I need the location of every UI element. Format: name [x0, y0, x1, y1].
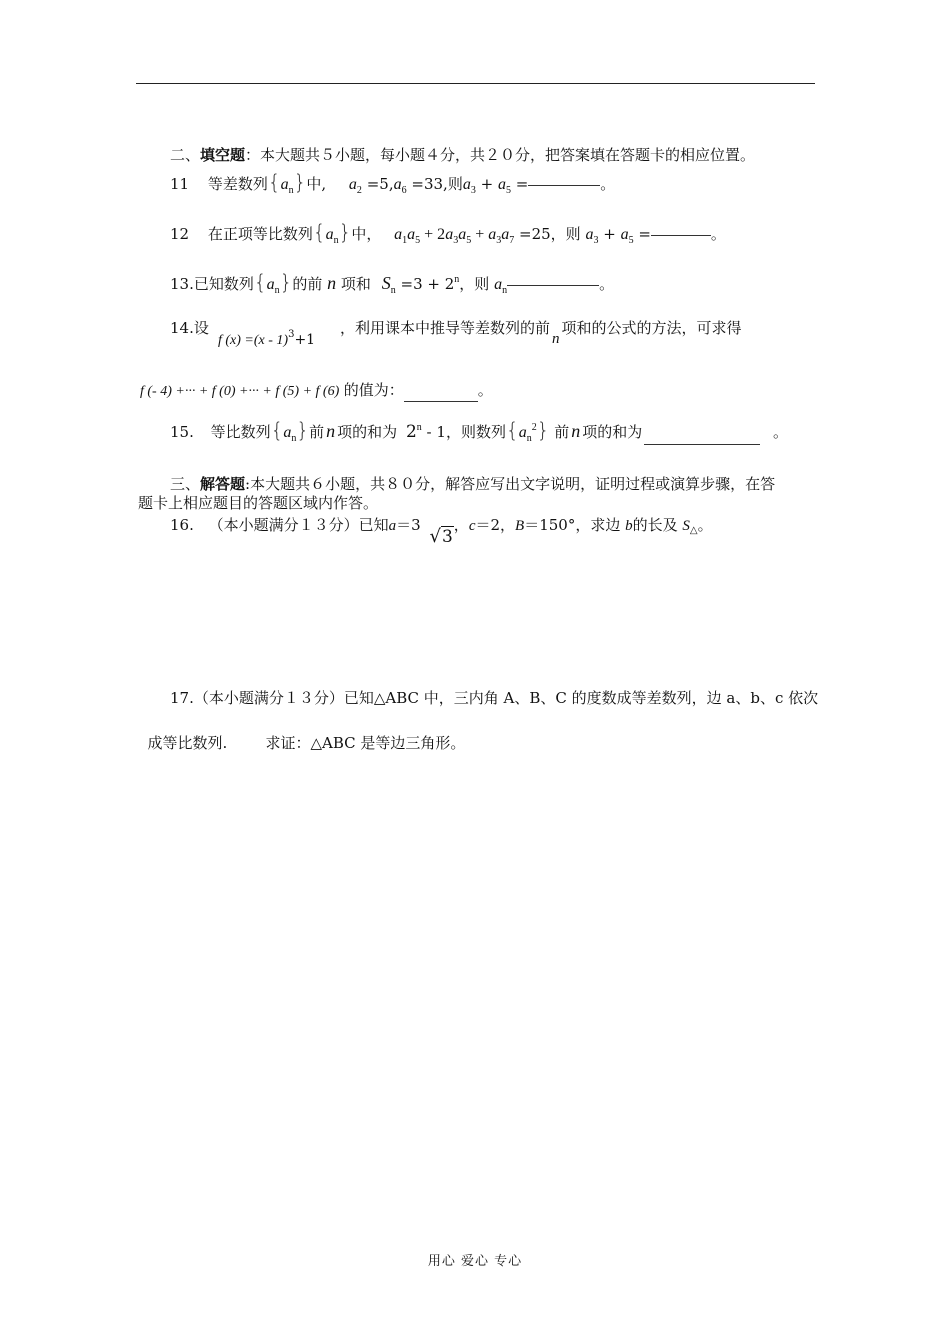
formula-value-2: =33,: [411, 175, 448, 193]
section-2-title: 填空题: [200, 146, 246, 164]
value-a: ＝3: [396, 516, 421, 534]
formula-sum-expression: f (- 4) +··· + f (0) +··· + f (5) + f (6): [140, 384, 340, 399]
variable-a: a: [388, 518, 397, 534]
question-text-sum: 项和: [340, 275, 371, 293]
question-text: 在正项等比数列: [207, 225, 313, 243]
question-11: 11 等差数列$\{a_n\}$中, $a_2 =5,a_6 =33$,则$a_3 + a_5$ = 。: [170, 170, 616, 196]
page-footer: 用心 爱心 专心: [427, 1254, 523, 1269]
question-17-line-1: [170, 688, 818, 708]
question-14-formula: f (x) =(x - 1)$^3$+1: [218, 329, 316, 348]
section-3-label: 三、: [170, 475, 201, 493]
question-text: 等差数列: [207, 175, 268, 193]
formula-function: f (x) =(x - 1): [218, 333, 289, 348]
variable-n: n: [327, 273, 337, 293]
question-tail: 的长及: [632, 516, 678, 534]
formula-base: 2: [405, 422, 417, 442]
subscript-triangle: △: [689, 525, 698, 536]
question-text-mid: 中，: [351, 225, 382, 243]
question-text-mid3: 前: [554, 423, 570, 441]
question-text-mid: 前: [309, 423, 325, 441]
section-2-text: ：本大题共５小题，每小题４分，共２０分，把答案填在答题卡的相应位置。: [245, 146, 756, 164]
question-ask: 的值为：: [343, 381, 404, 399]
section-3-text-2: 题卡上相应题目的答题区域内作答。: [138, 494, 379, 512]
question-text: 设: [193, 319, 209, 337]
question-text-then: ，则: [459, 275, 490, 293]
formula-expression: $a_1a_5 + 2a_3a_5 + a_3a_7$: [394, 226, 515, 246]
question-13: 13.已知数列$\{a_n\}$的前 n 项和 $S_n =3 + 2^n$，则 $a_n$ 。: [170, 270, 615, 296]
answer-blank[interactable]: [651, 234, 711, 236]
formula-a2: $a_2$: [348, 176, 362, 196]
variable-c: c: [468, 518, 476, 534]
question-number: 14.: [170, 319, 194, 337]
question-text-2: ，利用课本中推导等差数列的前: [340, 319, 551, 337]
question-number: 11: [170, 175, 190, 193]
radicand: 3: [441, 527, 453, 547]
formula-value: =3 + 2: [400, 275, 455, 293]
value-B: ＝150°，求边: [524, 516, 621, 534]
question-17-line-2: [138, 713, 465, 753]
answer-blank[interactable]: [507, 284, 599, 286]
section-2-heading: [170, 145, 755, 165]
question-15: 15. 等比数列$\{a_n\}$前 n 项的和为 2$^n$ - 1，则数列$\{a_n^2\}$ 前 n 项的和为 。: [170, 418, 789, 444]
question-text: 17.（本小题满分１３分）已知△ABC 中，三内角 A、B、C 的度数成等差数列，边 a、b、c 依次: [170, 689, 819, 707]
question-14-text: ，利用课本中推导等差数列的前n项和的公式的方法，可求得: [340, 319, 742, 347]
formula-Sn: $S_n$: [381, 273, 396, 296]
question-text-then: 则: [447, 175, 463, 193]
question-number: 13.: [170, 275, 194, 293]
question-12: 12 在正项等比数列$\{a_n\}$中， $a_1a_5 + 2a_3a_5 + a_3a_7 =25$，则 $a_3 + a_5$ = 。: [170, 220, 726, 246]
question-14-line-1: [170, 318, 209, 338]
section-2-label: 二、: [170, 146, 201, 164]
question-text-then: ，则: [550, 225, 581, 243]
formula-tail: - 1: [426, 423, 446, 441]
question-end: 。: [600, 175, 616, 193]
sqrt-three: √3: [429, 526, 453, 547]
formula-value-1: =5,: [366, 175, 394, 193]
value-c: ＝2，: [475, 516, 516, 534]
question-text: 等比数列: [210, 423, 271, 441]
question-text-2: 成等比数列. 求证：△ABC 是等边三角形。: [147, 734, 466, 752]
question-number: 12: [170, 225, 190, 243]
section-3-heading-line-2: [138, 493, 378, 513]
variable-b: b: [625, 518, 633, 534]
question-end: 。: [477, 381, 493, 399]
question-text-mid: 中,: [306, 175, 327, 193]
variable-S: S: [682, 518, 690, 534]
question-end: 。: [710, 225, 726, 243]
answer-blank[interactable]: [528, 184, 600, 186]
question-text: 已知数列: [193, 275, 254, 293]
question-end: 。: [697, 516, 713, 534]
question-16: 16. （本小题满分１３分）已知a＝3 √3，c＝2，B＝150°，求边 b的长及 $S_\triangle$。: [170, 516, 713, 547]
question-text-end: 项的和为: [582, 423, 643, 441]
question-number: 15.: [170, 423, 194, 441]
answer-blank[interactable]: [644, 432, 760, 445]
question-text-mid2: 项的和为: [337, 423, 398, 441]
question-text-then: ，则数列: [445, 423, 506, 441]
question-14-line-2: [140, 380, 493, 402]
question-text-3: 项和的公式的方法，可求得: [561, 319, 742, 337]
section-3-text: :本大题共６小题，共８０分，解答应写出文字说明，证明过程或演算步骤，在答: [245, 475, 776, 493]
header-rule: [136, 83, 815, 84]
question-text: （本小题满分１３分）已知: [208, 516, 389, 534]
variable-B: B: [515, 518, 525, 534]
formula-value: =25: [519, 225, 551, 243]
formula-tail: +1: [294, 332, 316, 348]
section-3-heading: [170, 474, 775, 494]
question-end: 。: [773, 423, 789, 441]
section-3-title: 解答题: [200, 475, 246, 493]
answer-blank[interactable]: [404, 387, 478, 402]
question-text-mid: 的前: [292, 275, 323, 293]
question-end: 。: [599, 275, 615, 293]
question-number: 16.: [170, 516, 194, 534]
